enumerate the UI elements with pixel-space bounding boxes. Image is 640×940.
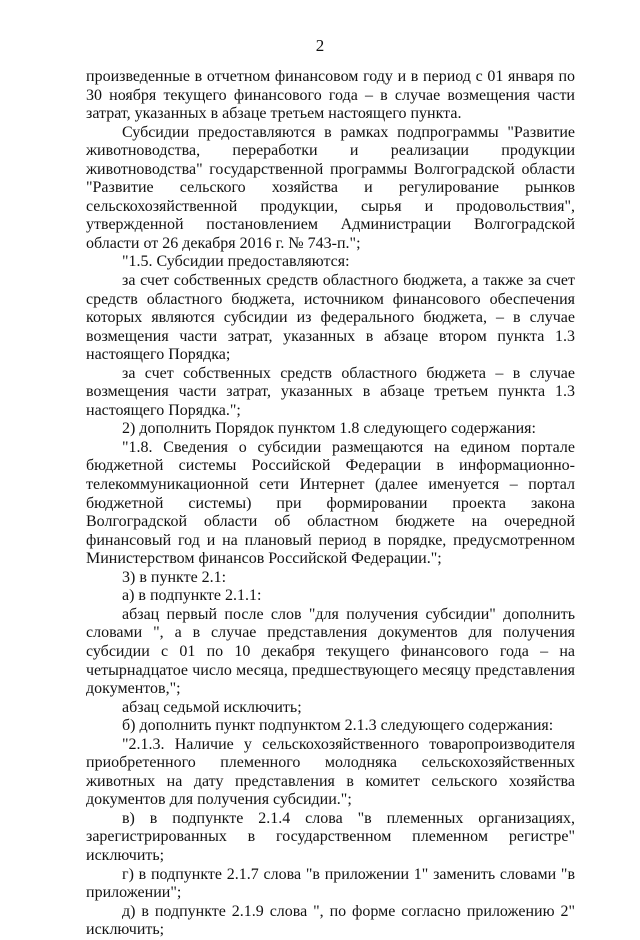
page-number: 2 xyxy=(315,36,325,55)
paragraph-13: "2.1.3. Наличие у сельскохозяйственного товаропроизводителя приобретенного племенного молодняка сельскохозяйственных животных на дату представления в комитет сельского хозяйства документов для получения субсидии."; xyxy=(86,735,575,809)
paragraph-14: в) в подпункте 2.1.4 слова "в племенных организациях, зарегистрированных в государственном племенном регистре" исключить; xyxy=(86,809,575,864)
paragraph-7: "1.8. Сведения о субсидии размещаются на едином портале бюджетной системы Российской Федерации в информационно-телекоммуникационной сети Интернет (далее именуется – портал бюджетной системы) при формировании проекта закона Волгоградской области об областном бюджете на очередной финансовый год и на плановый период в порядке, предусмотренном Министерством финансов Российской Федерации."; xyxy=(86,438,575,568)
paragraph-4: за счет собственных средств областного бюджета, а также за счет средств областного бюджета, источником финансового обеспечения которых являются субсидии из федерального бюджета, – в случае возмещения части затрат, указанных в абзаце втором пункта 1.3 настоящего Порядка; xyxy=(86,272,575,364)
paragraph-1: произведенные в отчетном финансовом году и в период с 01 января по 30 ноября текущего финансового года – в случае возмещения части затрат, указанных в абзаце третьем настоящего пункта. xyxy=(86,68,575,123)
document-body xyxy=(86,68,575,940)
paragraph-2: Субсидии предоставляются в рамках подпрограммы "Развитие животноводства, переработки и реализации продукции животноводства" государственной программы Волгоградской области "Развитие сельского хозяйства и регулирование рынков сельскохозяйственной продукции, сырья и продовольствия", утвержденной постановлением Администрации Волгоградской области от 26 декабря 2016 г. № 743-п."; xyxy=(86,123,575,252)
paragraph-5: за счет собственных средств областного бюджета – в случае возмещения части затрат, указанных в абзаце третьем пункта 1.3 настоящего Порядка."; xyxy=(86,364,575,419)
paragraph-8: 3) в пункте 2.1: xyxy=(122,568,227,586)
paragraph-9: а) в подпункте 2.1.1: xyxy=(122,587,262,605)
paragraph-15: г) в подпункте 2.1.7 слова "в приложении 1" заменить словами "в приложении"; xyxy=(86,865,575,902)
paragraph-12: б) дополнить пункт подпунктом 2.1.3 следующего содержания: xyxy=(122,717,554,735)
paragraph-10: абзац первый после слов "для получения субсидии" дополнить словами ", а в случае представления документов для получения субсидии с 01 по 10 декабря текущего финансового года – на четырнадцатое число месяца, предшествующего месяцу представления документов,"; xyxy=(86,605,575,698)
paragraph-3: "1.5. Субсидии предоставляются: xyxy=(122,253,350,271)
paragraph-11: абзац седьмой исключить; xyxy=(122,698,302,716)
paragraph-16: д) в подпункте 2.1.9 слова ", по форме согласно приложению 2" исключить; xyxy=(86,902,575,939)
paragraph-6: 2) дополнить Порядок пунктом 1.8 следующего содержания: xyxy=(122,420,536,438)
